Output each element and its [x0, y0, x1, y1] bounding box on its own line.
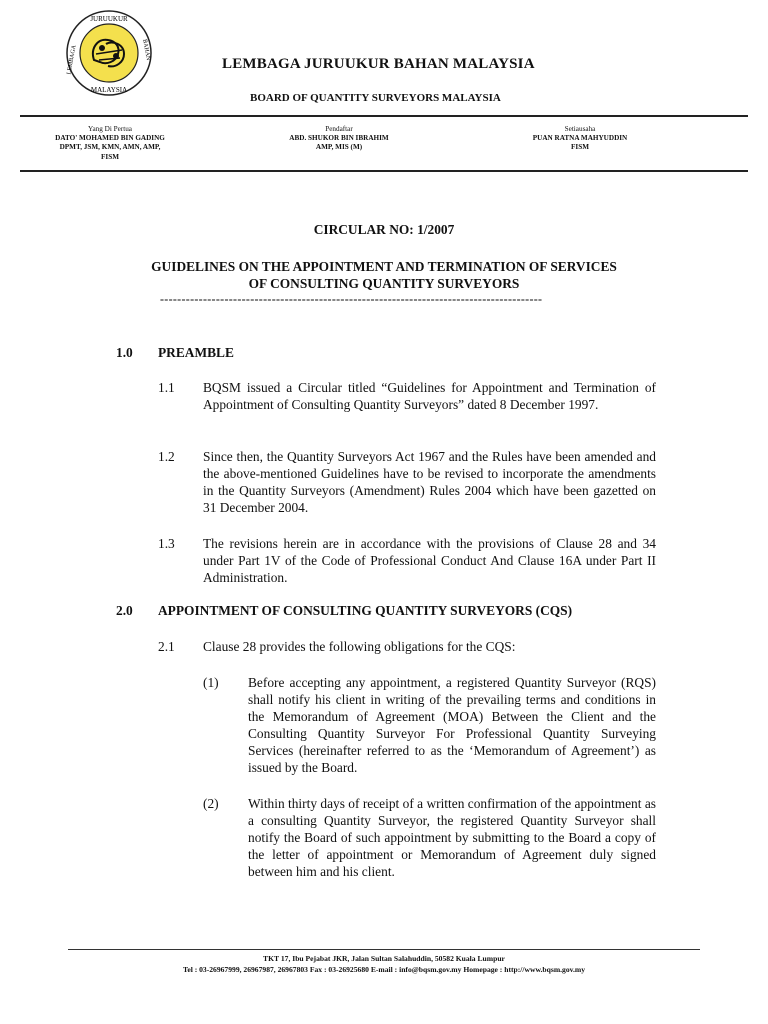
- subparagraph-number: (2): [203, 796, 219, 811]
- paragraph-2-1: [158, 638, 656, 656]
- paragraph-1-1: [158, 379, 656, 431]
- officer-name: ABD. SHUKOR BIN IBRAHIM: [289, 134, 389, 143]
- logo-text-left: LEMBAGA: [66, 44, 78, 75]
- officer-role: Setiausaha: [564, 125, 596, 133]
- section-title: APPOINTMENT OF CONSULTING QUANTITY SURVEYORS (CQS): [158, 603, 573, 618]
- circular-number: CIRCULAR NO: 1/2007: [313, 222, 455, 237]
- section-number: 2.0: [116, 603, 133, 618]
- org-name-english: BOARD OF QUANTITY SURVEYORS MALAYSIA: [250, 92, 501, 104]
- officer-titles: FISM: [101, 152, 119, 161]
- logo-text-right: BAHAN: [141, 38, 151, 61]
- officer-role: Yang Di Pertua: [88, 125, 132, 133]
- officer-titles: AMP, MIS (M): [315, 143, 363, 152]
- header-divider-bottom: [20, 170, 748, 172]
- org-name: LEMBAGA JURUUKUR BAHAN MALAYSIA: [222, 56, 535, 72]
- footer-address: TKT 17, Ibu Pejabat JKR, Jalan Sultan Salahuddin, 50582 Kuala Lumpur: [263, 954, 505, 963]
- officer-president: [30, 125, 190, 162]
- paragraph-text: Clause 28 provides the following obligations for the CQS:: [203, 639, 516, 654]
- subparagraph-number: (1): [203, 675, 219, 690]
- header-divider-top: [20, 115, 748, 117]
- footer-contact: Tel : 03-26967999, 26967987, 26967803 Fax : 03-26925680 E-mail : info@bqsm.gov.my Homepage : http://www.bqsm.gov.my: [182, 965, 586, 974]
- footer-divider: [68, 949, 700, 950]
- officer-secretary: [520, 125, 640, 153]
- title-divider: -----------------------------------------------------------------------------------------: [160, 292, 543, 306]
- circular-title-line: GUIDELINES ON THE APPOINTMENT AND TERMINATION OF SERVICES: [151, 259, 617, 274]
- circular-title-line: OF CONSULTING QUANTITY SURVEYORS: [248, 276, 520, 291]
- paragraph-number: 1.1: [158, 380, 175, 395]
- paragraph-1-2: [158, 448, 656, 518]
- section-number: 1.0: [116, 345, 133, 360]
- bqsm-logo: [66, 10, 152, 96]
- paragraph-text: BQSM issued a Circular titled “Guidelines for Appointment and Termination of Appointment of Consulting Quantity Surveyors” dated 8 December 1997.: [203, 380, 656, 412]
- paragraph-number: 1.2: [158, 449, 175, 464]
- officer-name: DATO' MOHAMED BIN GADING: [55, 134, 165, 143]
- paragraph-1-3: [158, 535, 656, 587]
- paragraph-text: Since then, the Quantity Surveyors Act 1967 and the Rules have been amended and the above-mentioned Guidelines have to be revised to incorporate the amendments in the Quantity Surveyors (Amendment) Rules 2004 which have been gazetted on 31 December 2004.: [203, 449, 656, 515]
- subparagraph-2-1-2: [203, 795, 656, 899]
- section-title: PREAMBLE: [158, 345, 234, 360]
- logo-text-top: JURUUKUR: [90, 15, 128, 23]
- officer-titles: DPMT, JSM, KMN, AMN, AMP,: [59, 143, 161, 152]
- paragraph-number: 1.3: [158, 536, 175, 551]
- paragraph-text: The revisions herein are in accordance with the provisions of Clause 28 and 34 under Part 1V of the Code of Professional Conduct And Clause 16A under Part II Administration.: [203, 536, 656, 585]
- subparagraph-text: Within thirty days of receipt of a written confirmation of the appointment as a consulting Quantity Surveyor, the registered Quantity Surveyor shall notify the Board of such appointment by submitting to the Board a copy of the letter of appointment or Memorandum of Agreement duly signed between him and his client.: [248, 796, 656, 879]
- officer-name: PUAN RATNA MAHYUDDIN: [532, 134, 628, 143]
- subparagraph-2-1-1: [203, 674, 656, 778]
- officer-titles: FISM: [571, 143, 589, 152]
- officer-registrar: [274, 125, 404, 153]
- officer-role: Pendaftar: [325, 125, 353, 133]
- logo-text-bottom: MALAYSIA: [90, 86, 128, 94]
- paragraph-number: 2.1: [158, 639, 175, 654]
- subparagraph-text: Before accepting any appointment, a registered Quantity Surveyor (RQS) shall notify his client in writing of the prevailing terms and conditions in the Memorandum of Agreement (MOA) Between the Client and the Consulting Quantity Surveyor For Professional Quantity Surveying Services (hereinafter referred to as the ‘Memorandum of Agreement’) as issued by the Board.: [248, 675, 656, 775]
- circular-title: [0, 258, 768, 292]
